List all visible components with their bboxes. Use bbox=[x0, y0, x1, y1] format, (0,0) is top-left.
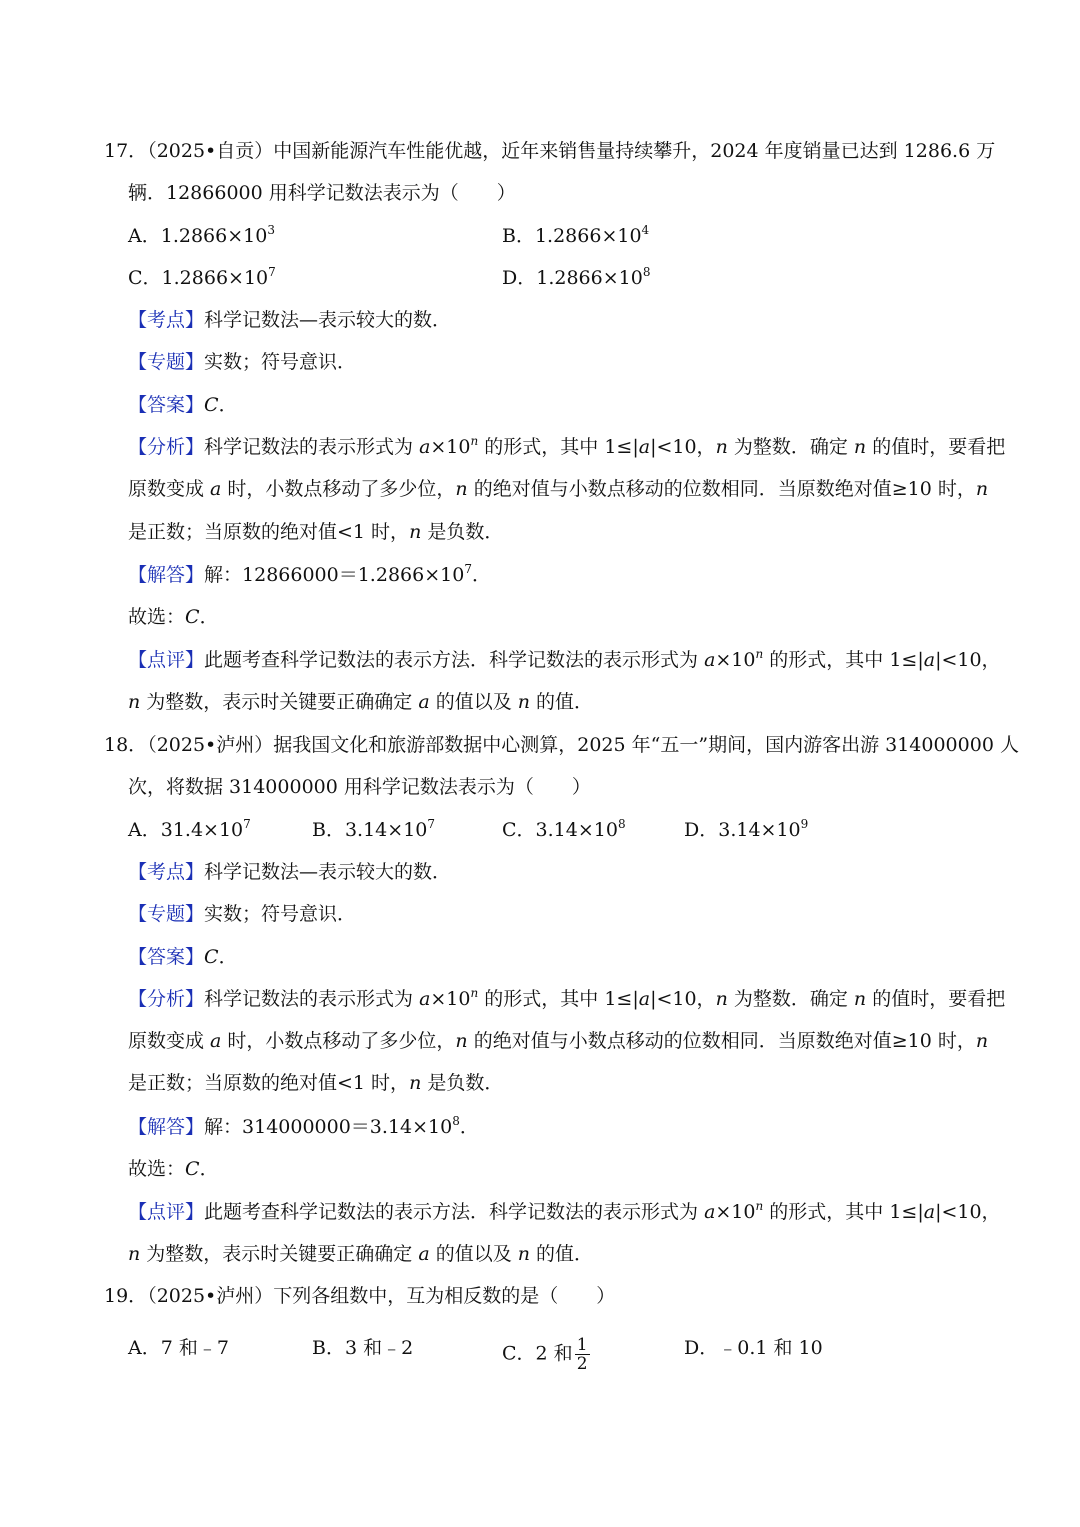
q17-dianping-1c: |<10， bbox=[935, 649, 1001, 671]
q18-jieda-end: ． bbox=[459, 1116, 479, 1138]
q17-fenxi-1d: 为整数．确定 bbox=[727, 436, 854, 458]
q17-guxuan-text: 故选： bbox=[128, 606, 186, 628]
math-times10: ×10 bbox=[430, 988, 471, 1010]
q17-dianping-2b: 的值以及 bbox=[429, 691, 518, 713]
q18-fenxi-1d: 为整数．确定 bbox=[727, 988, 854, 1010]
q18-fenxi-2c: 的绝对值与小数点移动的位数相同．当原数绝对值≥10 时， bbox=[467, 1030, 976, 1052]
q17-option-d-exp: 8 bbox=[642, 265, 651, 279]
fraction-denominator: 2 bbox=[576, 1354, 588, 1374]
q19-option-b bbox=[312, 1336, 413, 1360]
q18-stem-text1: 据我国文化和旅游部数据中心测算，2025 年“五一”期间，国内游客出游 314000000 人 bbox=[273, 734, 1019, 756]
q17-dianping-line1 bbox=[128, 648, 1001, 672]
q18-dianping-line1 bbox=[128, 1200, 1001, 1224]
q18-answer-tag: 【答案】 bbox=[128, 946, 205, 968]
q18-fenxi-3b: 是负数． bbox=[421, 1072, 504, 1094]
q19-option-c-value: 2 和 bbox=[535, 1342, 573, 1365]
math-a: a bbox=[704, 1201, 716, 1223]
q17-fenxi-line2 bbox=[128, 477, 988, 501]
math-n: n bbox=[128, 691, 141, 713]
math-n: n bbox=[455, 1030, 468, 1052]
q17-jieda bbox=[128, 563, 491, 587]
q17-fenxi-line1 bbox=[128, 435, 1005, 459]
math-times10: ×10 bbox=[430, 436, 471, 458]
q19-option-c-label: C． bbox=[502, 1342, 536, 1365]
q18-dianping-2a: 为整数，表示时关键要正确确定 bbox=[140, 1243, 419, 1265]
q17-fenxi-2c: 的绝对值与小数点移动的位数相同．当原数绝对值≥10 时， bbox=[467, 478, 976, 500]
q17-guxuan bbox=[128, 605, 219, 629]
math-n: n bbox=[409, 521, 422, 543]
q18-kaodian-text: 科学记数法—表示较大的数． bbox=[204, 861, 452, 883]
math-a: a bbox=[638, 436, 651, 458]
q17-fenxi-3a: 是正数；当原数的绝对值<1 时， bbox=[128, 521, 410, 543]
q17-jieda-exp: 7 bbox=[464, 562, 472, 576]
q18-answer bbox=[128, 945, 238, 969]
q17-dianping-1b: 的形式，其中 1≤| bbox=[763, 649, 924, 671]
q17-option-c bbox=[128, 266, 276, 290]
q17-answer bbox=[128, 393, 238, 417]
q18-fenxi-2a: 原数变成 bbox=[128, 1030, 211, 1052]
q18-option-d bbox=[684, 818, 808, 842]
q18-fenxi-1b: 的形式，其中 1≤| bbox=[478, 988, 639, 1010]
math-n: n bbox=[470, 434, 479, 448]
math-times10: ×10 bbox=[715, 649, 756, 671]
q18-guxuan-end: ． bbox=[199, 1158, 219, 1180]
q18-option-a-exp: 7 bbox=[243, 817, 251, 831]
q18-answer-value: C bbox=[204, 946, 219, 968]
q19-option-a bbox=[128, 1336, 229, 1360]
q18-jieda bbox=[128, 1115, 479, 1139]
math-n: n bbox=[853, 988, 867, 1010]
math-n: n bbox=[975, 478, 989, 500]
q17-fenxi-3b: 是负数． bbox=[421, 521, 504, 543]
math-n: n bbox=[455, 478, 468, 500]
q17-guxuan-answer: C bbox=[185, 606, 200, 628]
q18-option-b-exp: 7 bbox=[427, 817, 436, 831]
math-a: a bbox=[923, 649, 936, 671]
math-times10: ×10 bbox=[715, 1201, 756, 1223]
q18-fenxi-line1 bbox=[128, 987, 1005, 1011]
q19-option-c-fraction bbox=[575, 1336, 590, 1373]
q17-zhuanti-text: 实数；符号意识． bbox=[204, 351, 357, 373]
q17-option-a-label: A． bbox=[128, 225, 161, 247]
q18-stem-line2: 次，将数据 314000000 用科学记数法表示为（ ） bbox=[128, 776, 591, 798]
q18-option-b bbox=[312, 818, 435, 842]
q18-guxuan bbox=[128, 1157, 219, 1181]
q17-guxuan-end: ． bbox=[199, 606, 219, 628]
q17-option-a bbox=[128, 224, 275, 248]
math-a: a bbox=[638, 988, 651, 1010]
math-a: a bbox=[923, 1201, 936, 1223]
q18-dianping-1b: 的形式，其中 1≤| bbox=[763, 1201, 924, 1223]
q18-stem-line1 bbox=[104, 733, 1019, 757]
q17-fenxi-2a: 原数变成 bbox=[128, 478, 211, 500]
q18-zhuanti-text: 实数；符号意识． bbox=[204, 903, 357, 925]
q18-option-a-value: 31.4×10 bbox=[160, 819, 244, 841]
q17-option-b-value: 1.2866×10 bbox=[534, 225, 642, 247]
q19-number: 19． bbox=[104, 1285, 148, 1307]
q19-option-c bbox=[502, 1336, 590, 1373]
q17-fenxi-1a: 科学记数法的表示形式为 bbox=[204, 436, 420, 458]
q18-fenxi-1e: 的值时，要看把 bbox=[866, 988, 1006, 1010]
math-n: n bbox=[715, 436, 728, 458]
math-n: n bbox=[409, 1072, 422, 1094]
math-n: n bbox=[470, 986, 479, 1000]
q17-fenxi-2b: 时，小数点移动了多少位， bbox=[221, 478, 456, 500]
q18-option-d-exp: 9 bbox=[800, 817, 809, 831]
q18-dianping-tag: 【点评】 bbox=[128, 1201, 205, 1223]
q18-dianping-2c: 的值． bbox=[530, 1243, 594, 1265]
q17-dianping-2a: 为整数，表示时关键要正确确定 bbox=[140, 691, 419, 713]
q19-source: （2025•泸州） bbox=[147, 1285, 274, 1307]
q18-option-b-value: 3.14×10 bbox=[344, 819, 428, 841]
math-n: n bbox=[517, 691, 531, 713]
math-n: n bbox=[128, 1243, 141, 1265]
q17-option-c-label: C． bbox=[128, 267, 162, 289]
q17-jieda-tag: 【解答】 bbox=[128, 564, 205, 586]
q18-guxuan-answer: C bbox=[185, 1158, 200, 1180]
math-a: a bbox=[418, 691, 430, 713]
q17-answer-tag: 【答案】 bbox=[128, 394, 205, 416]
math-a: a bbox=[419, 988, 431, 1010]
math-a: a bbox=[210, 478, 222, 500]
q19-stem-text: 下列各组数中，互为相反数的是（ ） bbox=[273, 1285, 616, 1307]
q18-zhuanti bbox=[128, 902, 356, 926]
q17-option-d-label: D． bbox=[502, 267, 537, 289]
q18-guxuan-text: 故选： bbox=[128, 1158, 186, 1180]
q18-jieda-text: 解：314000000＝3.14×10 bbox=[204, 1116, 453, 1138]
q17-zhuanti-tag: 【专题】 bbox=[128, 351, 205, 373]
q18-option-c bbox=[502, 818, 626, 842]
q17-option-c-exp: 7 bbox=[268, 265, 276, 279]
q18-fenxi-line2 bbox=[128, 1029, 988, 1053]
q18-zhuanti-tag: 【专题】 bbox=[128, 903, 205, 925]
q17-option-a-value: 1.2866×10 bbox=[160, 225, 268, 247]
q17-zhuanti bbox=[128, 350, 356, 374]
q19-option-b-label: B． bbox=[312, 1337, 345, 1359]
q17-answer-value: C bbox=[204, 394, 219, 416]
q18-dianping-line2 bbox=[128, 1242, 593, 1266]
q17-option-b-label: B． bbox=[502, 225, 535, 247]
q18-option-b-label: B． bbox=[312, 819, 345, 841]
q17-dianping-1a: 此题考查科学记数法的表示方法．科学记数法的表示形式为 bbox=[204, 649, 705, 671]
q18-dianping-1a: 此题考查科学记数法的表示方法．科学记数法的表示形式为 bbox=[204, 1201, 705, 1223]
q18-number: 18． bbox=[104, 734, 148, 756]
q18-fenxi-tag: 【分析】 bbox=[128, 988, 205, 1010]
q17-fenxi-tag: 【分析】 bbox=[128, 436, 205, 458]
q17-number: 17． bbox=[104, 140, 148, 162]
q18-kaodian-tag: 【考点】 bbox=[128, 861, 205, 883]
q19-option-a-label: A． bbox=[128, 1337, 161, 1359]
q17-dianping-tag: 【点评】 bbox=[128, 649, 205, 671]
q17-fenxi-1e: 的值时，要看把 bbox=[866, 436, 1006, 458]
q19-option-d-label: D． bbox=[684, 1337, 719, 1359]
math-n: n bbox=[517, 1243, 531, 1265]
q18-fenxi-1a: 科学记数法的表示形式为 bbox=[204, 988, 420, 1010]
math-a: a bbox=[704, 649, 716, 671]
math-n: n bbox=[755, 647, 764, 661]
q18-option-c-exp: 8 bbox=[617, 817, 626, 831]
math-a: a bbox=[418, 1243, 430, 1265]
q19-option-d-value: ﹣0.1 和 10 bbox=[718, 1337, 823, 1359]
math-n: n bbox=[975, 1030, 989, 1052]
fraction-numerator: 1 bbox=[576, 1335, 588, 1355]
math-n: n bbox=[853, 436, 867, 458]
q19-stem bbox=[104, 1284, 615, 1308]
q18-option-d-value: 3.14×10 bbox=[718, 819, 801, 841]
q17-stem-line2: 辆．12866000 用科学记数法表示为（ ） bbox=[128, 182, 516, 204]
q18-kaodian bbox=[128, 860, 451, 884]
q18-answer-end: ． bbox=[218, 946, 238, 968]
q18-dianping-1c: |<10， bbox=[935, 1201, 1001, 1223]
q18-dianping-2b: 的值以及 bbox=[429, 1243, 518, 1265]
q19-option-b-value: 3 和﹣2 bbox=[344, 1337, 414, 1359]
q17-fenxi-line3 bbox=[128, 520, 503, 544]
q18-jieda-tag: 【解答】 bbox=[128, 1116, 205, 1138]
q18-option-c-value: 3.14×10 bbox=[535, 819, 618, 841]
q17-kaodian bbox=[128, 308, 451, 332]
q17-dianping-line2 bbox=[128, 690, 593, 714]
q18-fenxi-line3 bbox=[128, 1071, 503, 1095]
q17-fenxi-1b: 的形式，其中 1≤| bbox=[478, 436, 639, 458]
math-n: n bbox=[755, 1199, 764, 1213]
q18-fenxi-3a: 是正数；当原数的绝对值<1 时， bbox=[128, 1072, 410, 1094]
math-a: a bbox=[210, 1030, 222, 1052]
q19-option-a-value: 7 和﹣7 bbox=[160, 1337, 229, 1359]
q18-source: （2025•泸州） bbox=[147, 734, 274, 756]
q17-stem-line1 bbox=[104, 139, 995, 163]
q17-dianping-2c: 的值． bbox=[530, 691, 594, 713]
q18-fenxi-2b: 时，小数点移动了多少位， bbox=[221, 1030, 456, 1052]
q17-option-c-value: 1.2866×10 bbox=[161, 267, 269, 289]
q18-option-a-label: A． bbox=[128, 819, 161, 841]
q17-kaodian-text: 科学记数法—表示较大的数． bbox=[204, 309, 452, 331]
q18-option-d-label: D． bbox=[684, 819, 719, 841]
math-a: a bbox=[419, 436, 431, 458]
q18-option-a bbox=[128, 818, 251, 842]
q18-fenxi-1c: |<10， bbox=[650, 988, 716, 1010]
q17-kaodian-tag: 【考点】 bbox=[128, 309, 205, 331]
q17-option-b-exp: 4 bbox=[641, 223, 650, 237]
q17-option-b bbox=[502, 224, 649, 248]
q17-source: （2025•自贡） bbox=[147, 140, 274, 162]
q19-option-d bbox=[684, 1336, 823, 1360]
q17-fenxi-1c: |<10， bbox=[650, 436, 716, 458]
q17-jieda-text: 解：12866000＝1.2866×10 bbox=[204, 564, 465, 586]
q18-option-c-label: C． bbox=[502, 819, 536, 841]
q17-option-a-exp: 3 bbox=[267, 223, 275, 237]
q18-jieda-exp: 8 bbox=[452, 1114, 460, 1128]
q17-answer-end: ． bbox=[218, 394, 238, 416]
q17-stem-text1: 中国新能源汽车性能优越，近年来销售量持续攀升，2024 年度销量已达到 1286.6 万 bbox=[273, 140, 996, 162]
q17-jieda-end: ． bbox=[471, 564, 491, 586]
q17-option-d-value: 1.2866×10 bbox=[536, 267, 643, 289]
q17-option-d bbox=[502, 266, 650, 290]
math-n: n bbox=[715, 988, 728, 1010]
